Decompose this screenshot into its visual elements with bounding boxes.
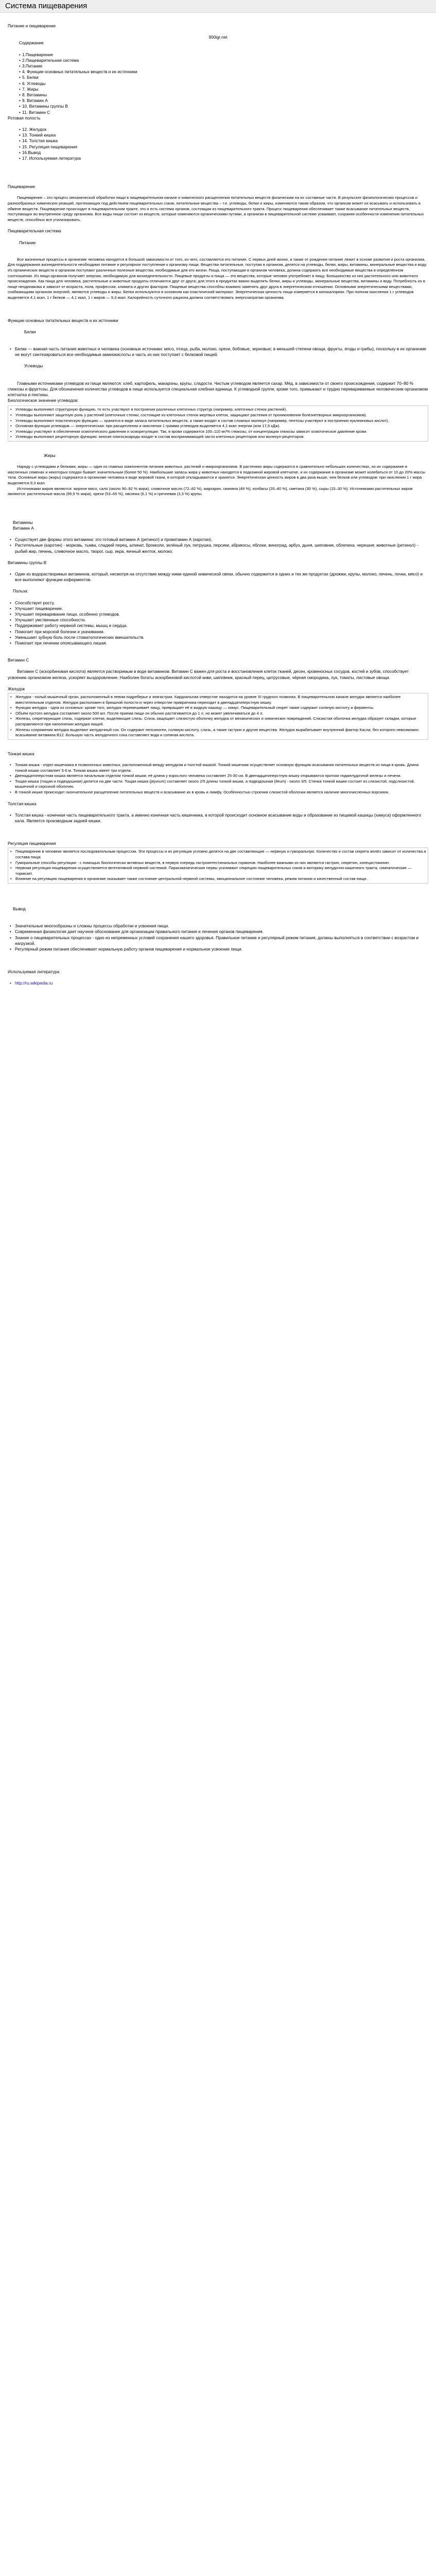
list-item: • Двенадцатиперстная кишка является начальным отделом тонкой кишки; её длина у взрослого человека составляет 25-30 см. В двенадцатиперстную кишку открываются протоки поджелудочной железы и печени. <box>8 773 428 779</box>
literature-link[interactable]: • http://ru.wikipedia.ru <box>8 980 428 986</box>
toc-item[interactable]: • 17. Используемая литература <box>8 156 428 161</box>
list-item: • Регулярный режим питания обеспечивает нормальную работу органов пищеварения и нормальное усвоение пищи. <box>8 946 428 952</box>
conclusion-title: Вывод <box>13 906 26 911</box>
list-item: • Функции желудка - одна из основных: кроме того, желудок перемешивает пищу, превращает её в жидкую кашицу — химус. Пищеварительный секрет также содержит соляную кислоту и ферменты. <box>8 705 428 711</box>
toc-item[interactable]: • 6. Углеводы <box>8 81 428 87</box>
list-item: • Гуморальные способы регуляции - с помощью биологически активных веществ, в первую очередь гастроинтестинальных гормонов. Наиболее важными из них являются гастрин, секретин, холецистокинин. <box>8 860 428 866</box>
vitamin-b-list <box>8 571 428 583</box>
vitamin-c-title: Витамин С <box>8 658 29 663</box>
fats-text-2: Источниками жиров являются: жирное мясо, сало (около 90–92 % жира), сливочное масло (72–82 %), маргарин, свинина (49 %), колбасы (20–40 %), сметана (30 %), сыры (15–30 %). Источниками растительных жиров являются: растительные масла (99,9 % жира), орехи (53–65 %), овсянка (6,1 %) и гречневая (3,3 %) крупы. <box>8 486 413 497</box>
large-intestine-list <box>8 812 428 824</box>
list-item: • Объём пустого желудка составляет около 500 мл. После приема пищи он обычно растягивается до 1 л, но может увеличиваться до 4 л. <box>8 711 428 717</box>
document-body <box>8 18 428 987</box>
list-item: • Улучшает переваривание пищи, особенно углеводов. <box>8 612 428 617</box>
list-item: • Углеводы выполняют рецепторную функцию: многие олигосахариды входят в состав воспринимающей части клеточных рецепторов или молекул-рецепторов. <box>8 434 428 440</box>
list-item: • Пищеварение в человеке является последовательным процессом. Эти процессы и их регуляция условно делятся на две составляющие — нервную и гуморальную. Количество и состав секрета желёз зависит от количества и состава пищи. <box>8 849 428 860</box>
list-item: • Тощая кишка (тощая и подвздошная) делятся на две части. Тощая кишка (jejunum) составляет около 2/5 длины тонкой кишки, а подвздошная (ileum) - около 3/5. Стенка тонкой кишки состоит из слизистой, подслизистой, мышечной и серозной оболочек. <box>8 779 428 790</box>
toc-item[interactable]: • 14. Толстая кишка <box>8 138 428 144</box>
toc-item[interactable]: • 12. Желудок <box>8 127 428 132</box>
literature-title: Используемая литература <box>8 970 60 975</box>
benefit-list <box>8 600 428 647</box>
toc-item[interactable]: • 13. Тонкий кишка <box>8 132 428 138</box>
vitamin-a-title: Витамин А <box>13 526 34 531</box>
small-intestine-list <box>8 762 428 795</box>
list-item: • Углеводы выполняют защитную роль у растений (клеточные стенки, состоящие из клеточных стенок мертвых клеток, защищают растения от проникновения болезнетворных микроорганизмов). <box>8 413 428 418</box>
carbs-title: Углеводы <box>24 364 43 369</box>
site-label: 900igr.net <box>208 35 228 40</box>
list-item: • Желудок - полый мышечный орган, расположенный в левом подреберье и эпигастрии. Кардиальная отверстие находится на уровне XI грудного позвонка. В пищеварительном канале желудок является наиболее вместительным отделом. Желудок расположен в брюшной полости и через отверстие привратника переходит в двенадцатиперстную кишку. <box>8 694 428 705</box>
list-item: • Современная физиология дает научное обоснование для организации правильного питания и лечения органов пищеварения. <box>8 929 428 935</box>
list-item: • Способствует росту. <box>8 600 428 606</box>
page-header <box>0 0 436 13</box>
stomach-list <box>8 694 428 738</box>
list-item: • Нервная регуляция пищеварения осуществляется вегетативной нервной системой. Парасимпатические нервы усиливают секрецию пищеварительных соков и моторику желудочно-кишечного тракта, симпатические — тормозят. <box>8 866 428 876</box>
large-intestine-title: Толстая кишка <box>8 801 37 806</box>
list-item: • Железы сопряжения желудка выделяют желудочный сок. Он содержит пепсиноген, соляную кислоту, слизь, а также гастрин и другие вещества. Желудок вырабатывает внутренний фактор Касла, без которого невозможно всасывание витамина В12. Большую часть желудочного сока составляют вода и соляная кислота. <box>8 727 428 738</box>
list-item: • Помогает при морской болезни и укачивании. <box>8 629 428 635</box>
vitamins-title: Витамины <box>13 520 33 525</box>
list-item: • Знание о пищеварительных процессах - одно из непременных условий сохранения нашего здоровья. Правильное питание и регулярный режим питания, должны выполняться в соответствии с возрастом и нагрузкой. <box>8 935 428 946</box>
intro-heading: Питание и пищеварение <box>8 24 56 28</box>
system-subtitle: Питание <box>19 240 36 245</box>
system-text: Все жизненные процессы в организме человека находятся в большой зависимости от того, из чего, составляется его питание. С первых дней жизни, а также от рождения питание лежит в основе развития и роста организма. Для поддержания жизнедеятельности необходимо питание и регулярное поступление к организму пищи. Вещества питательные, поступая в организм, делятся на углеводы, белки, жиры, витамины, минеральные вещества и воду. Из органических веществ в организм поступают различные полезные вещества, необходимые для его жизни. Пища, поступающая в организм человека, должна содержать все необходимые вещества в определённом соотношении. Из пищи организм получает энергию, необходимую для жизнедеятельности. Пищевые продукты и пища — это вещества, которые человек употребляет в пищу. Большинство из них растительного или животного происхождения. Как пища для человека, растительные и животные продукты отличаются друг от друга; для этого в продуктах важно выделить белки, жиры и углеводы, минеральные вещества, витамины и воду. Потребность их в пище неодинакова и зависит от возраста, пола, профессии, климата и других факторов. Пищевые вещества способны взаимно заменять друг друга в энергетическом отношении. Основными энергетическими веществами, снабжающими организм энергией, являются углеводы и жиры. Белки используются в основном как пластический материал. Энергетическая ценность пищи измеряется в килокалориях. При полном окислении 1 г углеводов выделяется 4,1 ккал, 1 г белков — 4,1 ккал, 1 г жиров — 9,3 ккал. Калорийность суточного рациона должна соответствовать энергозатратам организма. <box>8 257 427 300</box>
page-title: Система пищеварения <box>5 2 88 10</box>
toc-item[interactable]: • 7. Жиры <box>8 87 428 92</box>
digestion-title: Пищеварение <box>8 184 36 190</box>
oral-cavity-title: Ротовая полость <box>8 115 41 121</box>
small-intestine-title: Тонкая кишка <box>8 751 34 756</box>
toc-title: Содержание <box>19 41 44 46</box>
list-item: • Растительные (каротин) - морковь, тыква, сладкий перец, шпинат, брокколи, зелёный лук, петрушка, персики, абрикосы, яблоки, виноград, арбуз, дыня, шиповник, облепиха, черешня; животные (ретинол) - рыбий жир, печень, сливочное масло, творог, сыр, икра, яичный желток, молоко. <box>8 543 428 554</box>
toc-list-2 <box>8 127 428 161</box>
fats-title: Жиры <box>44 453 56 458</box>
list-item: • Существует две формы этого витамина: это готовый витамин А (ретинол) и провитамин А (каротин). <box>8 537 428 543</box>
regulation-title: Регуляция пищеварения <box>8 841 56 846</box>
stomach-title: Желудок <box>8 686 25 691</box>
fats-text: Наряду с углеводами и белками, жиры — один из главных компонентов питания животных, растений и микроорганизмов. В растениях жиры содержатся в сравнительно небольших количествах, но их содержание в масличных семенах и некоторых плодах бывает значительным (более 50 %). Наибольшие запасы жира у животных находятся в подкожной жировой клетчатке, и их содержание в организме может колебаться от 10 до 20% массы тела. Основные жиры (жиры) содержатся в организме человека в виде жировой ткани, в которой откладываются и хранятся. Энергетическая ценность жиров в два раза выше, чем белков или углеводов: при окислении 1 г жира выделяется 9,3 ккал. <box>8 464 425 485</box>
list-item: • Толстая кишка - конечная часть пищеварительного тракта, а именно конечная часть кишечника, в которой происходит основное всасывание воды и образование из пищевой кашицы (химуса) оформленного кала. Является производным задней кишки. <box>8 812 428 824</box>
list-item: • Основная функция углеводов — энергетическая: при расщеплении и окислении 1 грамма углеводов выделяется 4,1 ккал энергии (или 17,6 кДж). <box>8 423 428 429</box>
carbs-text: Главными источниками углеводов из пищи являются: хлеб, картофель, макароны, крупы, сладости. Чистым углеводом является сахар. Мёд, в зависимости от своего происхождения, содержит 70–80 % глюкозы и фруктозы. Для обозначения количества углеводов в пище используется специальная хлебная единица. К углеводной группе, кроме того, примыкают и трудно перевариваемые человеческим организмом клетчатка и пектины. <box>8 381 428 398</box>
toc-item[interactable]: • 1.Пищеварение <box>8 52 428 58</box>
vitamin-c-text: Витамин С (аскорбиновая кислота) является растворимым в воде витамином. Витамин С важен для роста и восстановления клеток тканей, десен, кровеносных сосудов, костей и зубов, способствует усвоению организмом железа, ускоряет выздоровление. Наиболее богаты аскорбиновой кислотой киви, шиповник, красный перец, цитрусовые, чёрная смородина, лук, томаты, листовые овощи. <box>8 669 409 680</box>
list-item: • Поддерживает работу нервной системы, мышц и сердца. <box>8 623 428 629</box>
literature-list <box>8 980 428 986</box>
list-item: • Тонкая кишка - отдел кишечника в позвоночных животных, расположенный между желудком и толстой кишкой. Тонкий кишечник осуществляет основную функцию всасывания питательных веществ из пищи в кровь. Длина тонкой кишки составляет 5-6 м. Тонкая кишка имеет три отдела. <box>8 762 428 773</box>
toc-item[interactable]: • 11. Витамин С <box>8 110 428 115</box>
list-item: • Влияние на регуляцию пищеварения в организме оказывает также состояние центральной нервной системы, эмоциональное состояние человека, режим питания и качественный состав пищи. <box>8 876 428 882</box>
toc-item[interactable]: • 8. Витамины <box>8 92 428 98</box>
toc-item[interactable]: • 9. Витамин А <box>8 98 428 104</box>
list-item: • В тонкой кишке происходит окончательное расщепление питательных веществ и всасывание их в кровь и лимфу. Особенностью строения слизистой оболочки является наличие многочисленных ворсинок. <box>8 790 428 795</box>
list-item: • Один из водорастворимых витаминов, который, несмотря на отсутствие между ними единой химической связи, обычно содержится в одних и тех же продуктах (дрожжи, крупы, молоко, печень, почки, мясо) и все выполняют функции коферментов. <box>8 571 428 583</box>
proteins-title: Белки <box>24 329 36 334</box>
list-item: • Уменьшает зубную боль после стоматологических вмешательств. <box>8 635 428 640</box>
toc-item[interactable]: • 16.Вывод <box>8 150 428 156</box>
proteins-text: • Белки — важная часть питания животных и человека (основные источники: мясо, птица, рыба, молоко, орехи, бобовые, зерновые; в меньшей степени овощи, фрукты, ягоды и грибы), поскольку в их организме не могут синтезироваться все необходимые аминокислоты и часть из них поступает с белковой пищей. <box>8 346 428 358</box>
carbs-bio-title: Биологическое значение углеводов: <box>8 398 79 403</box>
toc-item[interactable]: • 4. Функции основных питательных веществ и их источники <box>8 69 428 75</box>
list-item: • Помогает при лечении опоясывающего лишая. <box>8 640 428 646</box>
carbs-bio-list <box>8 407 428 440</box>
list-item: • Углеводы выполняют структурную функцию, то есть участвуют в построении различных клеточных структур (например, клеточных стенок растений). <box>8 407 428 413</box>
vitamin-a-list <box>8 537 428 554</box>
conclusion-list <box>8 923 428 952</box>
toc-item[interactable]: • 2.Пищеварительная система <box>8 58 428 63</box>
regulation-list <box>8 849 428 882</box>
list-item: • Углеводы выполняют пластическую функцию — хранятся в виде запаса питательных веществ, а также входят в состав сложных молекул (например, пентозы участвуют в построении нуклеиновых кислот). <box>8 418 428 424</box>
toc-item[interactable]: • 5. Белки <box>8 75 428 80</box>
toc-item[interactable]: • 10. Витамины группы В <box>8 104 428 109</box>
list-item: • Железы, секретирующие слизь, содержат клетки, выделяющие слизь. Слизь защищает слизистую оболочку желудка от механических и химических повреждений. Слизистая оболочка желудка образует складки, которые расправляются при наполнении желудка пищей. <box>8 716 428 727</box>
proteins-list <box>8 346 428 358</box>
vitamin-b-title: Витамины группы В <box>8 560 47 565</box>
system-title: Пищеварительная система <box>8 229 61 234</box>
digestion-text: Пищеварение – это процесс механической обработки пищи в пищеварительном канале и химического расщепления питательных веществ физическим на их составные части. В результате физиологических процессов и разнообразных химических реакций, протекающих под действием пищеварительных соков, питательные вещества – т.е. углеводы, белки и жиры, изменяются таким образом, что организм может их всасывать и использовать в обмене веществ. Пищеварение происходит в пищеварительном тракте, это и есть система органов, состоящая из пищеварительного тракта. Процесс пищеварения обеспечивает также всасывание питательных веществ, поступающих во внутреннюю среду организма. Все виды пищи состоят из веществ, которые изменяются органическими путями, а организм в пищеварительной системе усваивает, сохраняя особенности изменения питательных веществ, способных все утилизировать. <box>8 195 424 222</box>
list-item: • Значительные многообразны и сложны процессы обработки и усвоения пищи. <box>8 923 428 929</box>
list-item: • Улучшает пищеварение. <box>8 606 428 612</box>
list-item: • Углеводы участвуют в обеспечении осмотического давления и осморегуляции. Так, в крови содержится 100–110 мг/% глюкозы, от концентрации глюкозы зависит осмотическое давление крови. <box>8 429 428 435</box>
functions-title: Функции основных питательных веществ и их источники <box>8 318 118 323</box>
toc-item[interactable]: • 15. Регуляция пищеварения <box>8 144 428 150</box>
list-item: • Улучшает умственные способности. <box>8 617 428 623</box>
benefit-title: Польза: <box>13 589 28 594</box>
toc-list <box>8 52 428 115</box>
toc-item[interactable]: • 3.Питание <box>8 63 428 69</box>
